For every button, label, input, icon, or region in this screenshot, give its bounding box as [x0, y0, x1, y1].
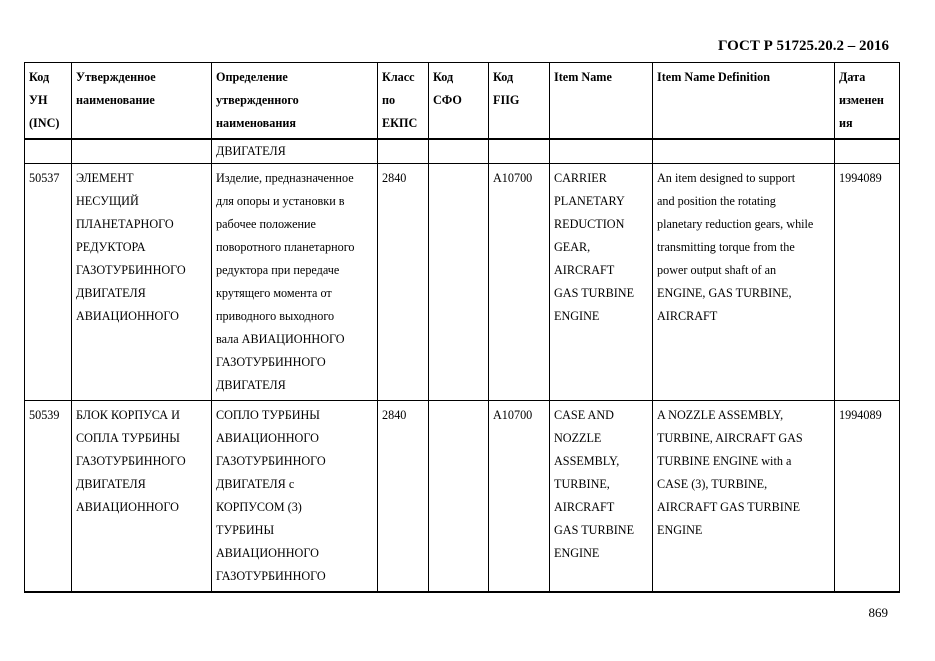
cell-item-definition: A NOZZLE ASSEMBLY, TURBINE, AIRCRAFT GAS TURBINE ENGINE with a CASE (3), TURBINE, AIRCRAFT GAS TURBINE ENGINE [653, 401, 835, 593]
col-header-fiig: Код FIIG [489, 63, 550, 140]
cell-item-name: CARRIER PLANETARY REDUCTION GEAR, AIRCRAFT GAS TURBINE ENGINE [550, 164, 653, 401]
cell-definition: СОПЛО ТУРБИНЫ АВИАЦИОННОГО ГАЗОТУРБИННОГО ДВИГАТЕЛЯ с КОРПУСОМ (3) ТУРБИНЫ АВИАЦИОННОГО ГАЗОТУРБИННОГО [212, 401, 378, 593]
cell-item-name: CASE AND NOZZLE ASSEMBLY, TURBINE, AIRCRAFT GAS TURBINE ENGINE [550, 401, 653, 593]
cell-class: 2840 [378, 164, 429, 401]
cell-approved-name [72, 139, 212, 164]
cell-fiig: A10700 [489, 401, 550, 593]
table-header-row [25, 63, 900, 140]
cell-date [835, 139, 900, 164]
col-header-item-definition: Item Name Definition [653, 63, 835, 140]
table-row [25, 139, 900, 164]
cell-inc: 50539 [25, 401, 72, 593]
cell-approved-name: БЛОК КОРПУСА И СОПЛА ТУРБИНЫ ГАЗОТУРБИННОГО ДВИГАТЕЛЯ АВИАЦИОННОГО [72, 401, 212, 593]
table-row [25, 164, 900, 401]
col-header-date: Дата изменен ия [835, 63, 900, 140]
cell-fiig [489, 139, 550, 164]
col-header-sfo: Код СФО [429, 63, 489, 140]
col-header-approved-name: Утвержденное наименование [72, 63, 212, 140]
col-header-item-name: Item Name [550, 63, 653, 140]
table-row [25, 401, 900, 593]
cell-sfo [429, 164, 489, 401]
cell-class [378, 139, 429, 164]
col-header-inc: Код УН (INC) [25, 63, 72, 140]
col-header-definition: Определение утвержденного наименования [212, 63, 378, 140]
cell-date: 1994089 [835, 401, 900, 593]
cell-definition: ДВИГАТЕЛЯ [212, 139, 378, 164]
catalog-table [24, 62, 900, 593]
cell-definition: Изделие, предназначенное для опоры и установки в рабочее положение поворотного планетарного редуктора при передаче крутящего момента от приводного выходного вала АВИАЦИОННОГО ГАЗОТУРБИННОГО ДВИГАТЕЛЯ [212, 164, 378, 401]
cell-sfo [429, 139, 489, 164]
cell-item-definition: An item designed to support and position the rotating planetary reduction gears, while transmitting torque from the power output shaft of an ENGINE, GAS TURBINE, AIRCRAFT [653, 164, 835, 401]
cell-approved-name: ЭЛЕМЕНТ НЕСУЩИЙ ПЛАНЕТАРНОГО РЕДУКТОРА ГАЗОТУРБИННОГО ДВИГАТЕЛЯ АВИАЦИОННОГО [72, 164, 212, 401]
cell-date: 1994089 [835, 164, 900, 401]
cell-inc: 50537 [25, 164, 72, 401]
col-header-class: Класс по ЕКПС [378, 63, 429, 140]
cell-fiig: A10700 [489, 164, 550, 401]
standard-header: ГОСТ Р 51725.20.2 – 2016 [717, 38, 889, 54]
cell-item-definition [653, 139, 835, 164]
cell-class: 2840 [378, 401, 429, 593]
cell-sfo [429, 401, 489, 593]
page-number: 869 [868, 605, 888, 620]
cell-inc [25, 139, 72, 164]
cell-item-name [550, 139, 653, 164]
